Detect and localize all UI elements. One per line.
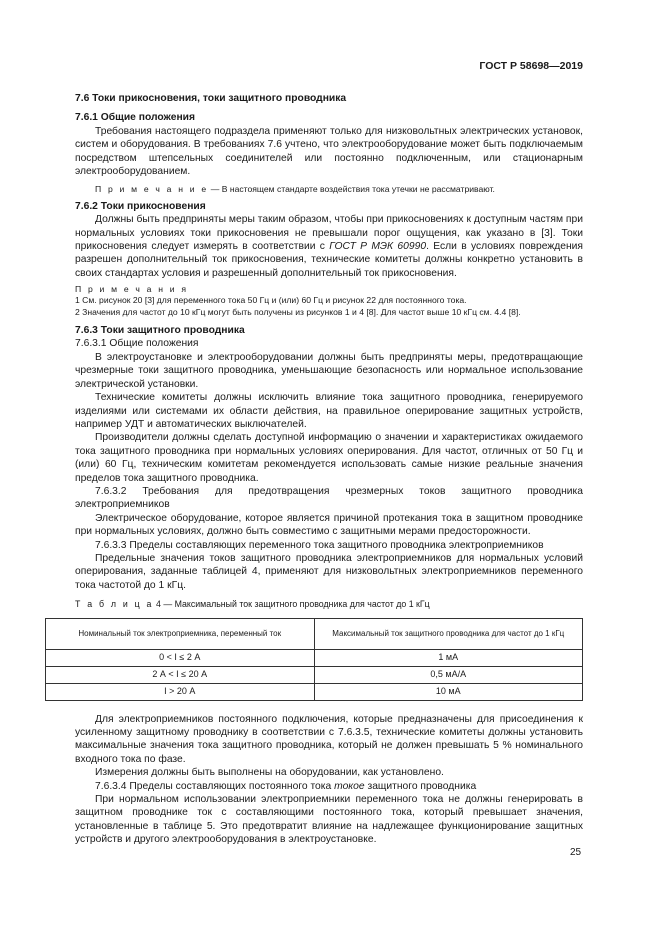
section-title: 7.6 Токи прикосновения, токи защитного проводника xyxy=(75,93,347,104)
note: 1 См. рисунок 20 [3] для переменного тока 50 Гц и (или) 60 Гц и рисунок 22 для постоянного тока. xyxy=(75,295,467,306)
clause-title: 7.6.3.4 Пределы составляющих постоянного тока токое защитного проводника xyxy=(95,780,477,792)
table-header-row xyxy=(46,618,583,649)
subsection-title: 7.6.1 Общие положения xyxy=(75,112,195,124)
paragraph: Технические комитеты должны исключить влияние тока защитного проводника, генерируемого изделиями или системами их области действия, на правильное оперирование защитных устройств, например УДТ и автоматических выключателей. xyxy=(75,392,583,430)
table-row xyxy=(46,683,583,700)
paragraph: Производители должны сделать доступной информацию о значении и характеристиках ожидаемого тока защитного проводника при нормальных условиях оперирования. Для частот, отличных от 50 Гц и (или) 60 Гц, техническим комитетам рекомендуется использовать самые низкие реальные значения пределов тока защитного проводника. xyxy=(75,432,583,484)
table-caption: Т а б л и ц а 4 — Максимальный ток защитного проводника для частот до 1 кГц xyxy=(75,599,430,610)
notes-label: П р и м е ч а н и я xyxy=(75,284,189,295)
paragraph: В электроустановке и электрооборудовании должны быть предприняты меры, предотвращающие чрезмерные токи защитного проводника, уменьшающие безопасность или нормальное использование электрической установки. xyxy=(75,351,583,390)
doc-code: ГОСТ Р 58698—2019 xyxy=(479,60,583,72)
table-cell: 10 мА xyxy=(314,683,583,700)
clause-title: 7.6.3.3 Пределы составляющих переменного тока защитного проводника электроприемников xyxy=(95,539,544,551)
paragraph: Для электроприемников постоянного подключения, которые предназначены для присоединения к усиленному защитному проводнику в соответствии с 7.6.3.5, технические комитеты должны установить максимальные значения тока защитного проводника, который не должен превышать 5 % номинального входного тока по фазе. xyxy=(75,713,583,765)
table-cell: 0 < I ≤ 2 А xyxy=(46,649,315,666)
subsection-title: 7.6.3 Токи защитного проводника xyxy=(75,325,245,337)
paragraph: Предельные значения токов защитного проводника электроприемников для нормальных условий оперирования, заданные таблицей 4, применяют для низковольтных электроприемников переменного тока частотой до 1 кГц. xyxy=(75,552,583,591)
paragraph: Должны быть предприняты меры таким образом, чтобы при прикосновениях к доступным частям при нормальных условиях токи прикосновения не превышали порог ощущения, как указано в [3]. Токи прикосновения следует измерять в соответствии с ГОСТ Р МЭК 60990. Если в условиях повреждения разрешен дополнительный ток прикосновения, технические комитеты должны конкретно установить в своих стандартах условия и разрешенный дополнительный ток прикосновения. xyxy=(75,214,583,279)
clause-title: 7.6.3.1 Общие положения xyxy=(75,338,199,350)
table-4 xyxy=(45,618,583,701)
subsection-title: 7.6.2 Токи прикосновения xyxy=(75,200,206,212)
table-row xyxy=(46,666,583,683)
table-row xyxy=(46,649,583,666)
table-cell: 0,5 мА/А xyxy=(314,666,583,683)
paragraph: Электрическое оборудование, которое является причиной протекания тока в защитном проводнике при нормальных условиях, должно быть совместимо с защитными мерами предосторожности. xyxy=(75,512,583,538)
table-cell: 2 А < I ≤ 20 А xyxy=(46,666,315,683)
paragraph: Измерения должны быть выполнены на оборудовании, как установлено. xyxy=(95,767,444,779)
note: 2 Значения для частот до 10 кГц могут быть получены из рисунков 1 и 4 [8]. Для частот выше 10 кГц см. 4.4 [8]. xyxy=(75,306,521,317)
table-header-cell: Максимальный ток защитного проводника для частот до 1 кГц xyxy=(314,618,583,649)
table-cell: I > 20 А xyxy=(46,683,315,700)
page-number: 25 xyxy=(570,847,582,858)
table-cell: 1 мА xyxy=(314,649,583,666)
note: П р и м е ч а н и е — В настоящем стандарте воздействия тока утечки не рассматривают. xyxy=(95,184,495,195)
paragraph: При нормальном использовании электроприемники переменного тока не должны генерировать в защитном проводнике ток с составляющими постоянного тока, который превышает значения, установленные в таблице 5. Это предотвратит влияние на надлежащее функционирование защитных устройств и другого электрооборудования в электроустановке. xyxy=(75,794,583,846)
paragraph: Требования настоящего подраздела применяют только для низковольтных электрических установок, систем и оборудования. В требованиях 7.6 учтено, что электрооборудование может быть подключаемым посредством штепсельных соединителей или постоянно подключенным, или стационарным электрооборудованием. xyxy=(75,125,583,178)
table-header-cell: Номинальный ток электроприемника, переменный ток xyxy=(46,618,315,649)
document-body xyxy=(75,92,583,847)
clause-title: 7.6.3.2 Требования для предотвращения чрезмерных токов защитного проводника электроприемников xyxy=(75,485,583,511)
